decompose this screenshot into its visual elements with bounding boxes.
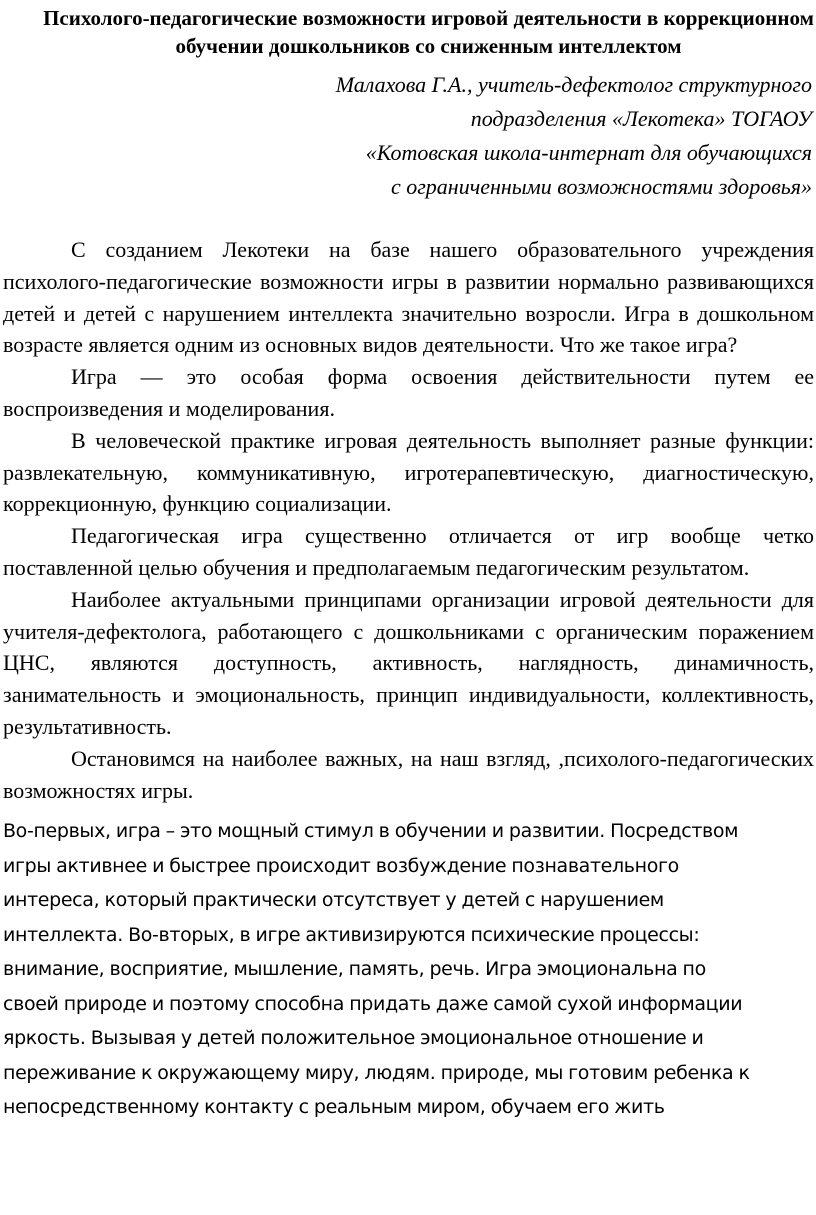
text-line: своей природе и поэтому способна придать даже самой сухой информации [3, 992, 743, 1015]
paragraph: Наиболее актуальными принципами организации игровой деятельности для учителя-дефектолога, работающего с дошкольниками с органическим поражением ЦНС, являются доступность, активность, наглядность, динамичность, занимательность и эмоциональность, принцип индивидуальности, коллективность, результативность. [3, 586, 814, 739]
paragraph: Педагогическая игра существенно отличается от игр вообще четко поставленной целью обучения и предполагаемым педагогическим результатом. [3, 523, 814, 580]
paragraph: Остановимся на наиболее важных, на наш взгляд, ,психолого-педагогических возможностях игры. [3, 745, 814, 803]
text-line: игры активнее и быстрее происходит возбуждение познавательного [3, 854, 679, 877]
author-block [3, 68, 814, 204]
author-line: Малахова Г.А., учитель-дефектолог структурного [335, 72, 812, 97]
text-line: непосредственному контакту с реальным миром, обучаем его жить [3, 1096, 665, 1119]
text-line: интереса, который практически отсутствует у детей с нарушением [3, 889, 664, 912]
document-title: Психолого-педагогические возможности игровой деятельности в коррекционном обучении дошкольников со сниженным интеллектом [43, 6, 814, 58]
article-body [3, 234, 814, 806]
text-line: яркость. Вызывая у детей положительное эмоциональное отношение и [3, 1027, 704, 1050]
author-line: с ограниченными возможностями здоровья» [390, 174, 812, 199]
text-line: внимание, восприятие, мышление, память, речь. Игра эмоциональна по [3, 958, 706, 981]
text-line: переживание к окружающему миру, людям. природе, мы готовим ребенка к [3, 1061, 750, 1084]
sans-text-block [3, 814, 814, 1125]
author-line: «Котовская школа-интернат для обучающихся [365, 140, 812, 165]
paragraph: В человеческой практике игровая деятельность выполняет разные функции: развлекательную, коммуникативную, игротерапевтическую, диагностическую, коррекционную, функцию социализации. [3, 427, 814, 517]
author-line: подразделения «Лекотека» ТОГАОУ [470, 106, 812, 131]
paragraph: С созданием Лекотеки на базе нашего образовательного учреждения психолого-педагогические возможности игры в развитии нормально развивающихся детей и детей с нарушением интеллекта значительно возросли. Игра в дошкольном возрасте является одним из основных видов деятельности. Что же такое игра? [3, 237, 814, 358]
text-line: Во-первых, игра – это мощный стимул в обучении и развитии. Посредством [3, 820, 739, 843]
text-line: интеллекта. Во-вторых, в игре активизируются психические процессы: [3, 923, 700, 946]
paragraph: Игра — это особая форма освоения действительности путем ее воспроизведения и моделирования. [3, 364, 814, 421]
